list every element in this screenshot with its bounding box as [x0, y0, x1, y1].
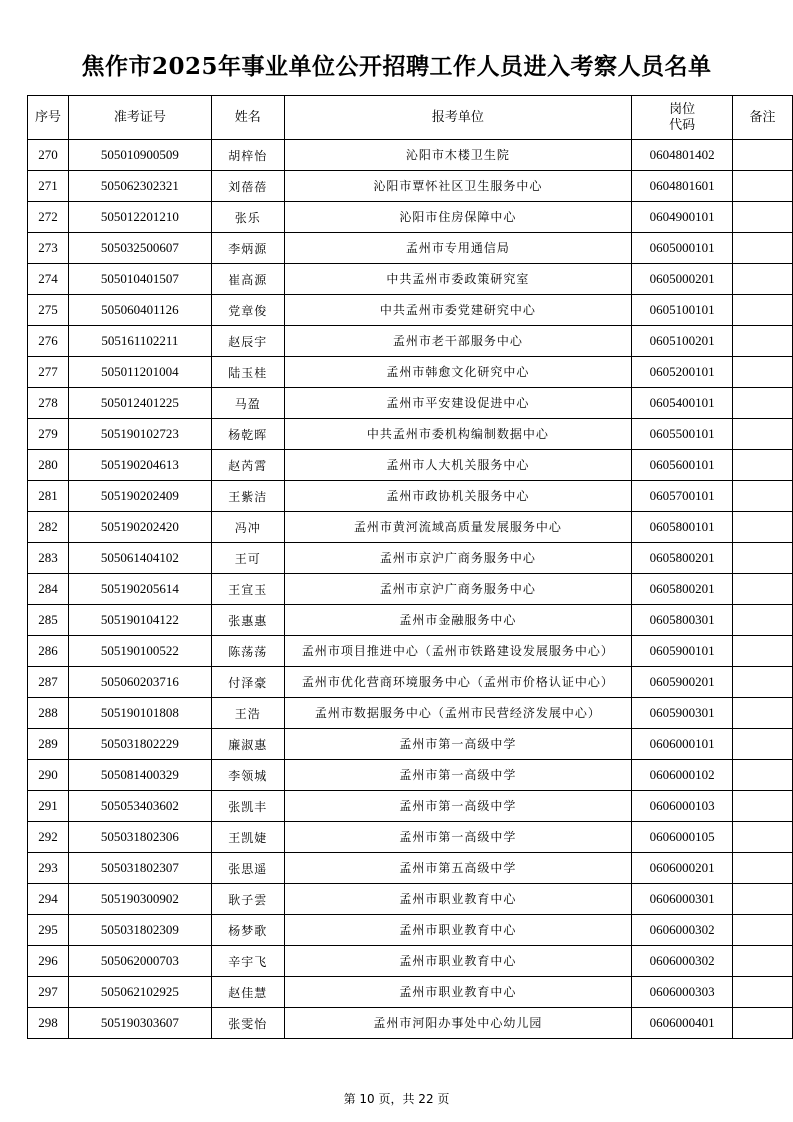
cell-remark: [733, 853, 793, 884]
cell-position-code: 0606000101: [632, 729, 733, 760]
table-row: [28, 729, 793, 760]
cell-unit: 孟州市平安建设促进中心: [284, 388, 631, 419]
cell-seq: 270: [28, 140, 69, 171]
cell-name: 赵芮霄: [211, 450, 284, 481]
cell-remark: [733, 636, 793, 667]
cell-name: 王凯婕: [211, 822, 284, 853]
header-row: [28, 96, 793, 140]
table-row: [28, 450, 793, 481]
cell-exam-no: 505190303607: [68, 1008, 211, 1039]
cell-position-code: 0604801601: [632, 171, 733, 202]
cell-exam-no: 505060401126: [68, 295, 211, 326]
cell-seq: 289: [28, 729, 69, 760]
cell-exam-no: 505053403602: [68, 791, 211, 822]
cell-unit: 孟州市韩愈文化研究中心: [284, 357, 631, 388]
cell-seq: 272: [28, 202, 69, 233]
cell-remark: [733, 140, 793, 171]
cell-position-code: 0606000401: [632, 1008, 733, 1039]
cell-unit: 孟州市第一高级中学: [284, 791, 631, 822]
cell-exam-no: 505060203716: [68, 667, 211, 698]
cell-name: 辛宇飞: [211, 946, 284, 977]
cell-name: 王紫洁: [211, 481, 284, 512]
cell-unit: 孟州市优化营商环境服务中心（孟州市价格认证中心）: [284, 667, 631, 698]
cell-name: 陈荡荡: [211, 636, 284, 667]
cell-unit: 沁阳市覃怀社区卫生服务中心: [284, 171, 631, 202]
header-name: 姓名: [211, 96, 284, 140]
cell-remark: [733, 419, 793, 450]
cell-name: 胡梓怡: [211, 140, 284, 171]
cell-name: 党章俊: [211, 295, 284, 326]
table-row: [28, 574, 793, 605]
cell-position-code: 0605100201: [632, 326, 733, 357]
cell-seq: 295: [28, 915, 69, 946]
table-row: [28, 357, 793, 388]
table-row: [28, 636, 793, 667]
cell-seq: 290: [28, 760, 69, 791]
cell-seq: 280: [28, 450, 69, 481]
table-row: [28, 946, 793, 977]
cell-unit: 孟州市职业教育中心: [284, 915, 631, 946]
cell-remark: [733, 233, 793, 264]
table-row: [28, 295, 793, 326]
cell-name: 王可: [211, 543, 284, 574]
cell-unit: 孟州市数据服务中心（孟州市民营经济发展中心）: [284, 698, 631, 729]
cell-seq: 294: [28, 884, 69, 915]
cell-name: 王浩: [211, 698, 284, 729]
cell-name: 马盈: [211, 388, 284, 419]
cell-seq: 291: [28, 791, 69, 822]
cell-exam-no: 505062000703: [68, 946, 211, 977]
cell-unit: 孟州市京沪广商务服务中心: [284, 574, 631, 605]
cell-name: 李领城: [211, 760, 284, 791]
cell-remark: [733, 884, 793, 915]
cell-unit: 中共孟州市委党建研究中心: [284, 295, 631, 326]
cell-exam-no: 505190102723: [68, 419, 211, 450]
cell-exam-no: 505012401225: [68, 388, 211, 419]
cell-position-code: 0605800301: [632, 605, 733, 636]
cell-position-code: 0605800101: [632, 512, 733, 543]
header-exam-no: 准考证号: [68, 96, 211, 140]
cell-seq: 292: [28, 822, 69, 853]
cell-unit: 孟州市黄河流域高质量发展服务中心: [284, 512, 631, 543]
cell-seq: 276: [28, 326, 69, 357]
cell-remark: [733, 791, 793, 822]
cell-unit: 孟州市金融服务中心: [284, 605, 631, 636]
table-row: [28, 884, 793, 915]
table-row: [28, 264, 793, 295]
cell-exam-no: 505010401507: [68, 264, 211, 295]
cell-name: 李炳源: [211, 233, 284, 264]
cell-name: 张雯怡: [211, 1008, 284, 1039]
cell-exam-no: 505161102211: [68, 326, 211, 357]
header-unit: 报考单位: [284, 96, 631, 140]
table-row: [28, 822, 793, 853]
cell-seq: 283: [28, 543, 69, 574]
cell-position-code: 0606000302: [632, 915, 733, 946]
cell-unit: 孟州市河阳办事处中心幼儿园: [284, 1008, 631, 1039]
cell-unit: 沁阳市木楼卫生院: [284, 140, 631, 171]
cell-remark: [733, 667, 793, 698]
cell-seq: 281: [28, 481, 69, 512]
cell-seq: 285: [28, 605, 69, 636]
cell-position-code: 0605800201: [632, 543, 733, 574]
cell-unit: 孟州市职业教育中心: [284, 884, 631, 915]
roster-table: [27, 95, 793, 1039]
cell-exam-no: 505031802309: [68, 915, 211, 946]
cell-unit: 孟州市第一高级中学: [284, 822, 631, 853]
cell-seq: 293: [28, 853, 69, 884]
cell-position-code: 0605100101: [632, 295, 733, 326]
table-row: [28, 698, 793, 729]
cell-exam-no: 505031802229: [68, 729, 211, 760]
cell-name: 赵佳慧: [211, 977, 284, 1008]
cell-position-code: 0606000103: [632, 791, 733, 822]
cell-position-code: 0606000201: [632, 853, 733, 884]
table-row: [28, 1008, 793, 1039]
cell-unit: 孟州市京沪广商务服务中心: [284, 543, 631, 574]
cell-position-code: 0605000201: [632, 264, 733, 295]
cell-position-code: 0605900201: [632, 667, 733, 698]
cell-unit: 孟州市第一高级中学: [284, 760, 631, 791]
table-row: [28, 760, 793, 791]
cell-exam-no: 505190104122: [68, 605, 211, 636]
cell-position-code: 0605900101: [632, 636, 733, 667]
cell-remark: [733, 915, 793, 946]
cell-name: 陆玉桂: [211, 357, 284, 388]
cell-name: 赵辰宇: [211, 326, 284, 357]
cell-position-code: 0605000101: [632, 233, 733, 264]
page-title: 焦作市2025年事业单位公开招聘工作人员进入考察人员名单: [81, 53, 712, 80]
cell-name: 王宣玉: [211, 574, 284, 605]
cell-remark: [733, 357, 793, 388]
header-remark: 备注: [733, 96, 793, 140]
cell-unit: 孟州市专用通信局: [284, 233, 631, 264]
cell-unit: 孟州市项目推进中心（孟州市铁路建设发展服务中心）: [284, 636, 631, 667]
cell-name: 付泽豪: [211, 667, 284, 698]
cell-name: 杨乾晖: [211, 419, 284, 450]
cell-seq: 287: [28, 667, 69, 698]
table-row: [28, 853, 793, 884]
table-row: [28, 791, 793, 822]
cell-position-code: 0605500101: [632, 419, 733, 450]
cell-name: 耿子雲: [211, 884, 284, 915]
cell-position-code: 0606000302: [632, 946, 733, 977]
table-row: [28, 543, 793, 574]
cell-remark: [733, 326, 793, 357]
cell-remark: [733, 760, 793, 791]
cell-remark: [733, 605, 793, 636]
cell-exam-no: 505012201210: [68, 202, 211, 233]
cell-remark: [733, 481, 793, 512]
cell-seq: 297: [28, 977, 69, 1008]
cell-remark: [733, 729, 793, 760]
cell-exam-no: 505190101808: [68, 698, 211, 729]
cell-seq: 282: [28, 512, 69, 543]
cell-seq: 274: [28, 264, 69, 295]
cell-seq: 284: [28, 574, 69, 605]
cell-seq: 271: [28, 171, 69, 202]
cell-name: 张惠惠: [211, 605, 284, 636]
table-row: [28, 977, 793, 1008]
table-row: [28, 202, 793, 233]
cell-exam-no: 505011201004: [68, 357, 211, 388]
cell-exam-no: 505081400329: [68, 760, 211, 791]
cell-unit: 孟州市职业教育中心: [284, 946, 631, 977]
page-footer: 第 10 页，共 22 页: [343, 1092, 450, 1106]
table-row: [28, 171, 793, 202]
cell-name: 刘蓓蓓: [211, 171, 284, 202]
cell-exam-no: 505190100522: [68, 636, 211, 667]
cell-name: 张乐: [211, 202, 284, 233]
cell-position-code: 0605900301: [632, 698, 733, 729]
cell-remark: [733, 543, 793, 574]
cell-remark: [733, 295, 793, 326]
cell-remark: [733, 977, 793, 1008]
cell-position-code: 0604801402: [632, 140, 733, 171]
cell-position-code: 0605800201: [632, 574, 733, 605]
table-row: [28, 233, 793, 264]
cell-unit: 孟州市第五高级中学: [284, 853, 631, 884]
cell-position-code: 0606000105: [632, 822, 733, 853]
cell-position-code: 0605400101: [632, 388, 733, 419]
cell-exam-no: 505031802307: [68, 853, 211, 884]
cell-name: 廉淑惠: [211, 729, 284, 760]
cell-remark: [733, 264, 793, 295]
cell-exam-no: 505062102925: [68, 977, 211, 1008]
cell-seq: 288: [28, 698, 69, 729]
roster-body: [28, 140, 793, 1039]
cell-name: 张凯丰: [211, 791, 284, 822]
cell-exam-no: 505190300902: [68, 884, 211, 915]
cell-exam-no: 505190202409: [68, 481, 211, 512]
cell-remark: [733, 450, 793, 481]
cell-remark: [733, 202, 793, 233]
header-seq: 序号: [28, 96, 69, 140]
cell-name: 张思遥: [211, 853, 284, 884]
cell-exam-no: 505190202420: [68, 512, 211, 543]
cell-position-code: 0606000301: [632, 884, 733, 915]
cell-position-code: 0606000303: [632, 977, 733, 1008]
cell-position-code: 0605200101: [632, 357, 733, 388]
table-row: [28, 605, 793, 636]
cell-exam-no: 505190205614: [68, 574, 211, 605]
cell-remark: [733, 512, 793, 543]
cell-remark: [733, 388, 793, 419]
cell-unit: 孟州市第一高级中学: [284, 729, 631, 760]
cell-seq: 286: [28, 636, 69, 667]
cell-exam-no: 505010900509: [68, 140, 211, 171]
cell-unit: 孟州市老干部服务中心: [284, 326, 631, 357]
cell-seq: 278: [28, 388, 69, 419]
cell-remark: [733, 946, 793, 977]
table-row: [28, 915, 793, 946]
cell-seq: 298: [28, 1008, 69, 1039]
cell-unit: 孟州市政协机关服务中心: [284, 481, 631, 512]
cell-remark: [733, 1008, 793, 1039]
cell-exam-no: 505190204613: [68, 450, 211, 481]
cell-seq: 277: [28, 357, 69, 388]
cell-unit: 中共孟州市委机构编制数据中心: [284, 419, 631, 450]
table-row: [28, 512, 793, 543]
cell-remark: [733, 171, 793, 202]
table-row: [28, 667, 793, 698]
cell-seq: 296: [28, 946, 69, 977]
cell-remark: [733, 574, 793, 605]
cell-position-code: 0606000102: [632, 760, 733, 791]
cell-unit: 孟州市职业教育中心: [284, 977, 631, 1008]
cell-exam-no: 505061404102: [68, 543, 211, 574]
cell-exam-no: 505032500607: [68, 233, 211, 264]
cell-unit: 中共孟州市委政策研究室: [284, 264, 631, 295]
table-row: [28, 140, 793, 171]
cell-position-code: 0604900101: [632, 202, 733, 233]
cell-seq: 279: [28, 419, 69, 450]
cell-seq: 273: [28, 233, 69, 264]
cell-exam-no: 505031802306: [68, 822, 211, 853]
cell-remark: [733, 822, 793, 853]
table-row: [28, 388, 793, 419]
cell-position-code: 0605700101: [632, 481, 733, 512]
cell-name: 杨梦歌: [211, 915, 284, 946]
cell-name: 冯冲: [211, 512, 284, 543]
cell-seq: 275: [28, 295, 69, 326]
cell-name: 崔高源: [211, 264, 284, 295]
cell-position-code: 0605600101: [632, 450, 733, 481]
cell-unit: 孟州市人大机关服务中心: [284, 450, 631, 481]
cell-remark: [733, 698, 793, 729]
cell-exam-no: 505062302321: [68, 171, 211, 202]
table-row: [28, 419, 793, 450]
table-row: [28, 481, 793, 512]
header-position-code: 岗位 代码: [632, 96, 733, 140]
table-row: [28, 326, 793, 357]
cell-unit: 沁阳市住房保障中心: [284, 202, 631, 233]
